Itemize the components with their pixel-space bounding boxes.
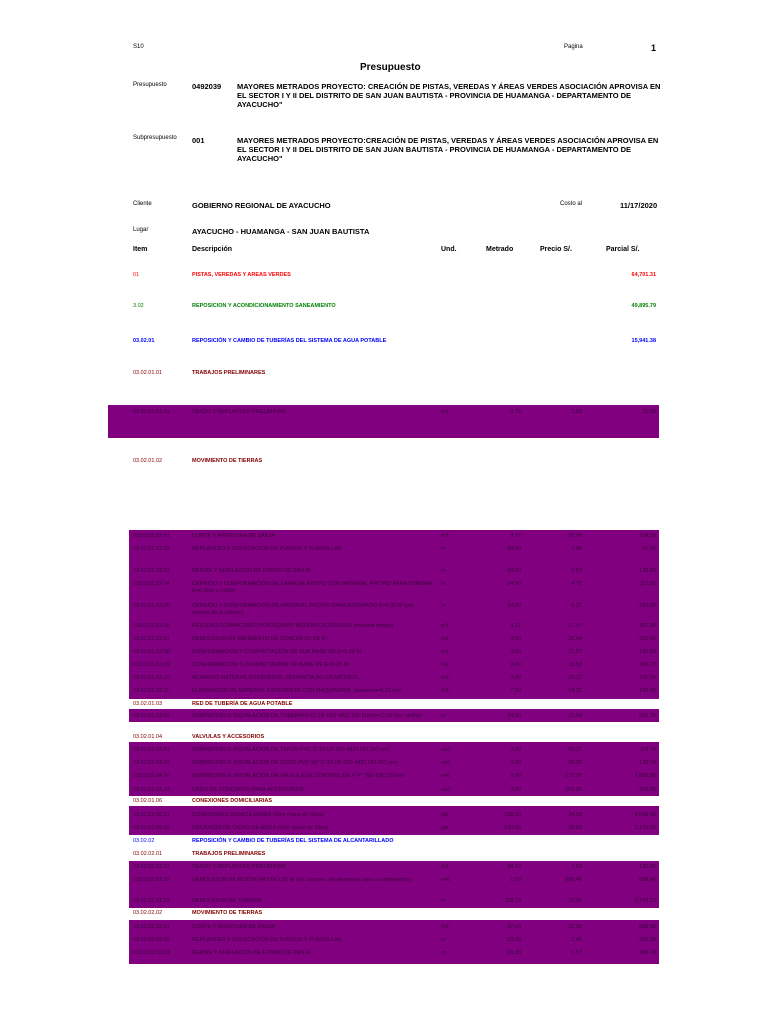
row-precio: 34.18: [568, 812, 582, 818]
row-parcial: 166.77: [639, 662, 656, 668]
row-metrado: 24.90: [507, 568, 521, 574]
row-und: m2: [441, 662, 449, 668]
row-item: 03.02.01.06.01: [133, 812, 170, 818]
row-und: und: [441, 760, 451, 766]
row-parcial: 4,648.48: [634, 812, 656, 818]
row-desc: ENCIMADO DE CAJAS DE AGUA (Sólo mano de Obra): [192, 825, 329, 831]
lugar-label: Lugar: [133, 227, 149, 233]
row-parcial: 61.05: [642, 546, 656, 552]
row-und: m2: [441, 636, 449, 642]
row-item: 03.02.01.02.08: [133, 649, 170, 655]
group-item: 03.02.01.06: [133, 798, 163, 804]
row-metrado: 9.40: [510, 675, 521, 681]
row-desc: CERNIDO Y CONFORMACIÓN DE MATERIAL PROPIO PARA ENCIMADO E=0.30 M (por encima de la tubería): [192, 603, 414, 616]
row-parcial: 106.58: [639, 688, 656, 694]
group-item: 03.02.02: [133, 838, 155, 844]
row-parcial: 138.74: [639, 760, 656, 766]
row-parcial: 267.98: [639, 623, 656, 629]
row-metrado: 24.90: [507, 713, 521, 719]
row-desc: ELIMINACION DE MATERIAL EXCEDENTE CON MAQUINARIA, (distancia=5.21 km): [192, 688, 402, 694]
row-und: m3: [441, 688, 449, 694]
group-desc: PISTAS, VEREDAS Y AREAS VERDES: [192, 272, 291, 278]
row-metrado: 1.00: [510, 877, 521, 883]
row-und: m2: [441, 864, 449, 870]
row-metrado: 7.50: [510, 688, 521, 694]
row-und: m2: [441, 649, 449, 655]
group-item: 03.02.01: [133, 338, 155, 344]
row-precio: 3.52: [571, 864, 582, 870]
subpresupuesto-code: 001: [192, 136, 205, 145]
row-item: 03.02.01.02.05: [133, 603, 170, 609]
group-desc: REPOSICIÓN Y CAMBIO DE TUBERÍAS DEL SISTEMA DE AGUA POTABLE: [192, 338, 387, 344]
row-parcial: 309.96: [639, 787, 656, 793]
group-desc: CONEXIONES DOMICILIARIAS: [192, 798, 273, 804]
row-item: 03.02.01.02.10: [133, 675, 170, 681]
group-parcial: 64,701.31: [631, 272, 656, 278]
row-precio: 9.37: [571, 603, 582, 609]
row-item: 03.02.01.02.03: [133, 568, 170, 574]
row-und: und: [441, 877, 451, 883]
group-item: 03.02.01.01: [133, 370, 163, 376]
row-und: m: [441, 898, 446, 904]
row-precio: 27.57: [568, 623, 582, 629]
row-parcial: 118.74: [639, 747, 656, 753]
presupuesto-code: 0492039: [192, 82, 222, 91]
row-precio: 25.44: [568, 636, 582, 642]
row-precio: 4.73: [571, 581, 582, 587]
row-parcial: 117.82: [639, 581, 656, 587]
row-metrado: 5.00: [510, 773, 521, 779]
row-und: m: [441, 950, 446, 956]
row-item: 03.02.01.02.01: [133, 533, 170, 539]
row-desc: SUMINISTRO E INSTALACIÓN DE TUBERIA PVC UF ISO 4422 DN 110mm C-10 (inc. anillo): [192, 713, 421, 719]
row-item: 03.02.02.01.03: [133, 898, 170, 904]
row-item: 03.02.02.01.02: [133, 877, 170, 883]
row-desc: DADO DE CONCRETO PARA ACCESORIOS: [192, 787, 304, 793]
row-item: 03.02.01.04.01: [133, 747, 170, 753]
row-precio: 3.52: [571, 409, 582, 415]
row-und: glb: [441, 812, 449, 818]
row-und: und: [441, 747, 451, 753]
subpresupuesto-description: MAYORES METRADOS PROYECTO:CREACIÓN DE PISTAS, VEREDAS Y ÁREAS VERDES ASOCIACIÓN APROVISA EN EL SECTOR I Y II DEL DISTRITO DE SAN JUAN BAUTISTA - PROVINCIA DE HUAMANGA - DEPARTAMENTO DE AYACUCHO": [237, 136, 659, 163]
group-desc: VALVULAS Y ACCESORIOS: [192, 734, 265, 740]
row-desc: DEMOLICION DE TUBERÍA: [192, 898, 262, 904]
row-parcial: 256.28: [639, 937, 656, 943]
group-desc: TRABAJOS PRELIMINARES: [192, 370, 266, 376]
row-item: 03.02.01.01.01: [133, 409, 170, 415]
row-parcial: 233.50: [639, 603, 656, 609]
row-metrado: 34.19: [507, 864, 521, 870]
col-descripcion: Descripción: [192, 246, 233, 253]
row-metrado: 24.90: [507, 581, 521, 587]
row-parcial: 120.35: [639, 864, 656, 870]
row-und: m: [441, 581, 446, 587]
row-desc: DEMOLICION DE BUZÓN HASTA 1.20 M (inc. acarreo del desmonte para su eliminación): [192, 877, 412, 883]
group-desc: MOVIMIENTO DE TIERRAS: [192, 910, 263, 916]
group-item: 03.02.01.03: [133, 701, 163, 707]
row-parcial: 698.46: [639, 877, 656, 883]
presupuesto-description: MAYORES METRADOS PROYECTO: CREACIÓN DE PISTAS, VEREDAS Y ÁREAS VERDES ASOCIACIÓN APROVISA EN EL SECTOR I Y II DEL DISTRITO DE SAN JUAN BAUTISTA - PROVINCIA DE HUAMANGA - DEPARTAMENTO DE AYACUCHO": [237, 82, 661, 109]
row-desc: REFINE Y NIVELACIÓN DE FONDO DE ZANJA: [192, 950, 311, 956]
row-precio: 698.46: [565, 877, 582, 883]
row-precio: 29.22: [568, 675, 582, 681]
row-precio: 18.53: [568, 662, 582, 668]
row-item: 03.02.02.01.01: [133, 864, 170, 870]
row-und: glb: [441, 825, 449, 831]
row-metrado: 63.38: [507, 950, 521, 956]
row-desc: REFINE Y NIVELACIÓN DE FONDO DE ZANJA: [192, 568, 311, 574]
col-precio: Precio S/.: [540, 246, 572, 253]
row-precio: 21.67: [568, 649, 582, 655]
row-item: 03.02.01.04.03: [133, 760, 170, 766]
row-parcial: 364.43: [639, 950, 656, 956]
row-precio: 573.19: [565, 773, 582, 779]
row-metrado: 2.00: [510, 760, 521, 766]
row-precio: 22.08: [568, 533, 582, 539]
row-metrado: 2.00: [510, 747, 521, 753]
row-desc: SUMINISTRO E INSTALACIÓN DE VALVULA DE CONTROL DE F°F° ISO DN 110 mm: [192, 773, 405, 779]
lugar-value: AYACUCHO - HUAMANGA - SAN JUAN BAUTISTA: [192, 227, 370, 236]
row-parcial: 195.03: [639, 649, 656, 655]
row-desc: REPLANTEO Y COLOCACIÓN DE PUNTOS Y PLANTILLAS: [192, 937, 342, 943]
row-desc: CERNIDO Y CONFORMACIÓN DE CAMA DE APOYO CON MATERIAL PROPIO PARA TUBERIA E=0.10m x 0.60m: [192, 581, 432, 594]
row-und: m3: [441, 675, 449, 681]
row-item: 03.02.02.02.03: [133, 950, 170, 956]
row-precio: 73.25: [568, 898, 582, 904]
row-parcial: 214.39: [639, 533, 656, 539]
row-item: 03.02.01.03.02: [133, 713, 170, 719]
row-metrado: 9.72: [510, 533, 521, 539]
group-desc: TRABAJOS PRELIMINARES: [192, 851, 266, 857]
costo-date: 11/17/2020: [620, 201, 658, 210]
page-title: Presupuesto: [360, 62, 421, 73]
row-parcial: 211.94: [639, 675, 656, 681]
group-parcial: 15,941.38: [631, 338, 656, 344]
page-label: Pagina: [564, 44, 583, 50]
col-metrado: Metrado: [486, 246, 514, 253]
row-precio: 22.05: [568, 924, 582, 930]
group-item: 03.02.02.02: [133, 910, 163, 916]
row-metrado: 9.00: [510, 649, 521, 655]
row-item: 03.02.02.02.01: [133, 924, 170, 930]
group-item: 3.02: [133, 303, 144, 309]
row-desc: SUMINISTRO E INSTALACIÓN DE TAPÓN PVC C-10 UF ISO 4422 DN 110 mm: [192, 747, 390, 753]
row-parcial: 5,170.00: [634, 825, 656, 831]
row-parcial: 838.58: [639, 924, 656, 930]
row-precio: 59.37: [568, 747, 582, 753]
page-number: 1: [651, 43, 657, 53]
row-parcial: 8,770.23: [634, 898, 656, 904]
row-parcial: 561.70: [639, 713, 656, 719]
row-und: m3: [441, 623, 449, 629]
row-item: 03.02.01.02.04: [133, 581, 170, 587]
row-und: m: [441, 603, 446, 609]
row-item: 03.02.01.04.13: [133, 787, 170, 793]
row-parcial: 231.96: [639, 636, 656, 642]
col-und: Und.: [441, 246, 457, 253]
row-parcial: 138.69: [639, 568, 656, 574]
row-desc: ACARREO MATERIAL EXCEDENTE, DISTANCIA 50-100 METROS: [192, 675, 359, 681]
row-metrado: 3.00: [510, 787, 521, 793]
group-parcial: 49,895.79: [631, 303, 656, 309]
row-precio: 14.21: [568, 688, 582, 694]
group-item: 03.02.02.01: [133, 851, 163, 857]
row-metrado: 118.73: [504, 898, 521, 904]
group-item: 03.02.01.04: [133, 734, 163, 740]
row-parcial: 31.66: [642, 409, 656, 415]
row-item: 03.02.01.04.10: [133, 773, 170, 779]
row-item: 03.02.02.02.02: [133, 937, 170, 943]
report-code: S10: [133, 44, 144, 50]
row-metrado: 24.90: [507, 546, 521, 552]
row-desc: CONEXIONES DOMICILIARIAS (Sólo mano de Obra): [192, 812, 325, 818]
row-precio: 22.94: [568, 713, 582, 719]
subpresupuesto-label: Subpresupuesto: [133, 135, 177, 141]
row-precio: 69.37: [568, 760, 582, 766]
row-precio: 5.57: [571, 568, 582, 574]
row-precio: 2.45: [571, 546, 582, 552]
row-desc: TRAZO Y REPLANTEO PRELIMINAR: [192, 409, 286, 415]
group-desc: REPOSICIÓN Y CAMBIO DE TUBERÍAS DEL SISTEMA DE ALCANTARILLADO: [192, 838, 394, 844]
row-und: m: [441, 568, 446, 574]
row-precio: 2.45: [571, 937, 582, 943]
row-item: 03.02.01.02.02: [133, 546, 170, 552]
row-desc: SUMINISTRO E INSTALACIÓN DE CODO PVC 90° C-10 UF ISO 4422 DN 110 mm: [192, 760, 397, 766]
row-precio: 5.57: [571, 950, 582, 956]
row-desc: REPLANTEO Y COLOCACIÓN DE PUNTOS Y PLANTILLAS: [192, 546, 342, 552]
row-metrado: 9.00: [510, 662, 521, 668]
row-item: 03.02.01.02.06: [133, 623, 170, 629]
row-und: m: [441, 546, 446, 552]
row-und: m3: [441, 924, 449, 930]
row-desc: TRAZO Y REPLANTEO PRELIMINAR: [192, 864, 286, 870]
group-item: 01: [133, 272, 140, 278]
row-desc: DEMOLICION DE PAVIMENTO DE CONCRETO DE 8": [192, 636, 327, 642]
row-item: 03.02.01.02.11: [133, 688, 170, 694]
row-und: m: [441, 937, 446, 943]
costo-label: Costo al: [560, 201, 583, 207]
col-parcial: Parcial S/.: [606, 246, 640, 253]
row-und: m3: [441, 533, 449, 539]
row-desc: CORTE Y APERTURA DE ZANJA: [192, 924, 276, 930]
row-metrado: 24.90: [507, 603, 521, 609]
group-desc: RED DE TUBERÍA DE AGUA POTABLE: [192, 701, 293, 707]
cliente-label: Cliente: [133, 201, 152, 207]
row-und: und: [441, 773, 451, 779]
row-item: 03.02.01.06.02: [133, 825, 170, 831]
row-metrado: 9.00: [510, 636, 521, 642]
col-item: Item: [133, 246, 148, 253]
cliente-value: GOBIERNO REGIONAL DE AYACUCHO: [192, 201, 331, 210]
group-desc: REPOSICION Y ACONDICIONAMIENTO SANEAMIENTO: [192, 303, 336, 309]
row-metrado: 130.00: [504, 825, 521, 831]
row-desc: RELLENO COMPACTADO POR EQUIPO MENOR C/0.20X0.60X (material propio): [192, 623, 394, 629]
row-metrado: 136.00: [504, 812, 521, 818]
row-desc: CORTE Y APERTURA DE ZANJA: [192, 533, 276, 539]
row-metrado: 9.72: [510, 623, 521, 629]
row-metrado: 8.76: [510, 409, 521, 415]
row-precio: 39.50: [568, 825, 582, 831]
row-metrado: 37.04: [507, 924, 521, 930]
row-und: und: [441, 787, 451, 793]
group-item: 03.02.01.02: [133, 458, 163, 464]
group-desc: MOVIMIENTO DE TIERRAS: [192, 458, 263, 464]
row-metrado: 63.38: [507, 937, 521, 943]
row-item: 03.02.01.02.09: [133, 662, 170, 668]
row-desc: CONFORMACIÓN Y COMPACTACIÓN DE BASE DE E=0.20 M: [192, 662, 349, 668]
row-item: 03.02.01.02.07: [133, 636, 170, 642]
row-parcial: 2,865.95: [634, 773, 656, 779]
row-desc: CONFORMACIÓN Y COMPACTACIÓN DE SUB BASE DE E=0.20 M: [192, 649, 362, 655]
presupuesto-label: Presupuesto: [133, 82, 167, 88]
row-precio: 103.35: [565, 787, 582, 793]
row-und: m2: [441, 409, 449, 415]
row-und: m: [441, 713, 446, 719]
